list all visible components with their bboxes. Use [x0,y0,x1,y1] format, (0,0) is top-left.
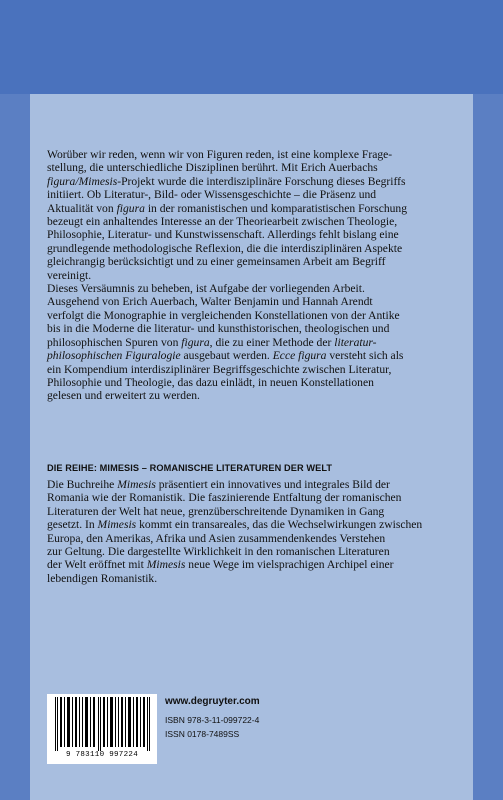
series-line: Die Buchreihe Mimesis präsentiert ein innovatives und integrales Bild der [47,478,390,491]
description-line: Aktualität von figura in der romanistischen und komparatistischen Forschung [47,201,408,215]
description-text [47,148,467,403]
description-line: bezeugt ein anhaltendes Interesse an der Theoriearbeit zwischen Theologie, [47,215,398,229]
description-line: Worüber wir reden, wenn wir von Figuren reden, ist eine komplexe Frage- [47,148,393,161]
description-line: stellung, die unterschiedliche Disziplinen berührt. Mit Erich Auerbachs [47,161,378,175]
description-line: ein Kompendium interdisziplinärer Begriffsgeschichte zwischen Literatur, [47,362,392,376]
description-line: bis in die Moderne die literatur- und kunsthistorischen, theologischen und [47,322,390,336]
barcode-bars [53,697,151,751]
series-line: Literaturen der Welt hat neue, grenzüberschreitende Dynamiken in Gang [47,504,385,518]
description-line: Philosophie, Literatur- und Kunstwissenschaft. Allerdings fehlt bislang eine [47,228,399,242]
description-line: philosophischen Figuralogie ausgebaut werden. Ecce figura versteht sich als [47,349,404,363]
series-heading: DIE REIHE: MIMESIS – ROMANISCHE LITERATUREN DER WELT [47,463,333,473]
barcode-number: 9 783110 997224 [65,751,138,759]
publisher-info [165,696,260,741]
description-line: grundlegende methodologische Reflexion, die die interdisziplinären Aspekte [47,241,403,255]
description-line: gelesen und erweitert zu werden. [47,389,200,403]
description-line: Ausgehend von Erich Auerbach, Walter Benjamin und Hannah Arendt [47,295,373,309]
issn-number: ISSN 0178-7489SS [165,729,240,739]
publisher-url[interactable]: www.degruyter.com [165,696,260,707]
description-line: figura/Mimesis-Projekt wurde die interdisziplinäre Forschung dieses Begriffs [47,174,406,188]
cover-top-band [0,0,503,94]
series-description [47,478,467,585]
description-line: Philosophie und Theologie, das dazu einlädt, in neuen Konstellationen [47,375,374,389]
series-line: gesetzt. In Mimesis kommt ein transareales, das die Wechselwirkungen zwischen [47,518,423,532]
series-line: Romania wie der Romanistik. Die faszinierende Entfaltung der romanischen [47,491,402,505]
description-line: initiiert. Ob Literatur-, Bild- oder Wissensgeschichte – die Präsenz und [47,188,377,202]
series-line: zur Geltung. Die dargestellte Wirklichkeit in den romanischen Literaturen [47,545,390,559]
cover-footer [47,690,457,774]
series-line: der Welt eröffnet mit Mimesis neue Wege im vielsprachigen Archipel einer [47,558,394,572]
isbn-number: ISBN 978-3-11-099722-4 [165,715,260,725]
series-line: lebendigen Romanistik. [47,571,158,585]
description-line: philosophischen Spuren von figura, die zu einer Methode der literatur- [47,335,377,349]
series-line: Europa, den Amerikas, Afrika und Asien zusammendenkendes Verstehen [47,531,386,545]
description-line: Dieses Versäumnis zu beheben, ist Aufgabe der vorliegenden Arbeit. [47,282,365,296]
isbn-barcode [47,694,157,764]
description-line: gleichrangig berücksichtigt und zu einer gemeinsamen Arbeit am Begriff [47,255,386,269]
description-line: verfolgt die Monographie in vergleichenden Konstellationen von der Antike [47,308,400,322]
description-line: vereinigt. [47,268,92,282]
